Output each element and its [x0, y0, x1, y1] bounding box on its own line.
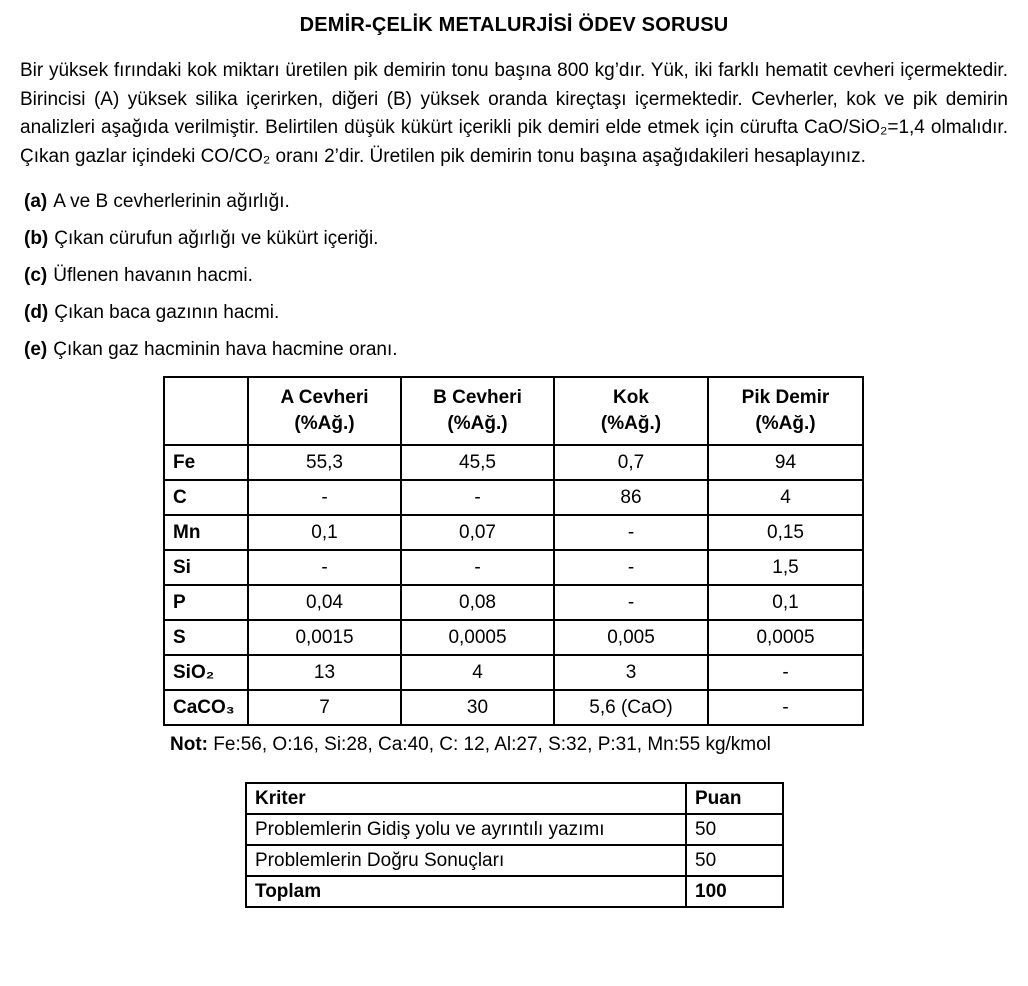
cell-value: 0,1: [708, 585, 863, 620]
column-header-b-cevheri: B Cevheri (%Ağ.): [401, 377, 554, 445]
question-label: (d): [24, 302, 49, 323]
row-label: Fe: [164, 445, 248, 480]
cell-value: -: [708, 690, 863, 725]
cell-value: -: [401, 480, 554, 515]
table-row-p: [164, 585, 863, 620]
question-label: (c): [24, 265, 48, 286]
cell-value: 45,5: [401, 445, 554, 480]
question-item-d: [24, 302, 1008, 324]
cell-value: 7: [248, 690, 401, 725]
cell-value: 30: [401, 690, 554, 725]
row-label: SiO₂: [164, 655, 248, 690]
cell-value: 0,08: [401, 585, 554, 620]
grading-criterion: Problemlerin Doğru Sonuçları: [246, 845, 686, 876]
cell-value: 0,005: [554, 620, 708, 655]
grading-table: [245, 782, 784, 908]
question-item-a: [24, 191, 1008, 213]
cell-value: -: [554, 585, 708, 620]
cell-value: -: [708, 655, 863, 690]
cell-value: 0,04: [248, 585, 401, 620]
cell-value: 86: [554, 480, 708, 515]
question-label: (b): [24, 228, 49, 249]
cell-value: 13: [248, 655, 401, 690]
grading-criterion: Problemlerin Gidiş yolu ve ayrıntılı yazımı: [246, 814, 686, 845]
question-text: Çıkan baca gazının hacmi.: [54, 302, 280, 323]
grading-points: 100: [686, 876, 783, 907]
question-text: Çıkan cürufun ağırlığı ve kükürt içeriği.: [54, 228, 379, 249]
column-header-kok: Kok (%Ağ.): [554, 377, 708, 445]
column-header-pik-demir: Pik Demir (%Ağ.): [708, 377, 863, 445]
table-row-s: [164, 620, 863, 655]
table-row-si: [164, 550, 863, 585]
note-text: Fe:56, O:16, Si:28, Ca:40, C: 12, Al:27, S:32, P:31, Mn:55 kg/kmol: [213, 734, 771, 755]
cell-value: 0,7: [554, 445, 708, 480]
analysis-table: [163, 376, 864, 726]
grading-header-puan: Puan: [686, 783, 783, 814]
table-row-sio2: [164, 655, 863, 690]
question-text: Üflenen havanın hacmi.: [53, 265, 253, 286]
question-text: A ve B cevherlerinin ağırlığı.: [53, 191, 290, 212]
cell-value: 1,5: [708, 550, 863, 585]
analysis-header-row: [164, 377, 863, 445]
cell-value: -: [554, 515, 708, 550]
grading-header-kriter: Kriter: [246, 783, 686, 814]
question-label: (e): [24, 339, 48, 360]
note-label: Not:: [170, 734, 208, 755]
cell-value: 4: [401, 655, 554, 690]
row-label: Mn: [164, 515, 248, 550]
grading-criterion: Toplam: [246, 876, 686, 907]
grading-row-1: [246, 814, 783, 845]
row-label: Si: [164, 550, 248, 585]
grading-row-total: [246, 876, 783, 907]
cell-value: 0,0005: [708, 620, 863, 655]
table-row-caco3: [164, 690, 863, 725]
cell-value: -: [248, 480, 401, 515]
cell-value: 4: [708, 480, 863, 515]
cell-value: 55,3: [248, 445, 401, 480]
cell-value: -: [248, 550, 401, 585]
grading-header-row: [246, 783, 783, 814]
cell-value: 0,0005: [401, 620, 554, 655]
cell-value: 0,15: [708, 515, 863, 550]
cell-value: -: [401, 550, 554, 585]
question-item-c: [24, 265, 1008, 287]
grading-row-2: [246, 845, 783, 876]
cell-value: 3: [554, 655, 708, 690]
table-row-c: [164, 480, 863, 515]
row-label: C: [164, 480, 248, 515]
cell-value: 5,6 (CaO): [554, 690, 708, 725]
table-row-mn: [164, 515, 863, 550]
page-title: DEMİR-ÇELİK METALURJİSİ ÖDEV SORUSU: [299, 14, 729, 36]
grading-points: 50: [686, 845, 783, 876]
question-item-b: [24, 228, 1008, 250]
column-header-a-cevheri: A Cevheri (%Ağ.): [248, 377, 401, 445]
cell-value: 0,07: [401, 515, 554, 550]
cell-value: -: [554, 550, 708, 585]
cell-value: 0,1: [248, 515, 401, 550]
question-item-e: [24, 339, 1008, 361]
table-row-fe: [164, 445, 863, 480]
molar-mass-note: [170, 734, 1008, 756]
problem-statement: Bir yüksek fırındaki kok miktarı üretilen pik demirin tonu başına 800 kg’dır. Yük, iki farklı hematit cevheri içermektedir. Birincisi (A) yüksek silika içerirken, diğeri (B) yüksek oranda kireçtaşı içermektedir. Cevherler, kok ve pik demirin analizleri aşağıda verilmiştir. Belirtilen düşük kükürt içerikli pik demiri elde etmek için cürufta CaO/SiO₂=1,4 olmalıdır. Çıkan gazlar içindeki CO/CO₂ oranı 2’dir. Üretilen pik demirin tonu başına aşağıdakileri hesaplayınız.: [20, 60, 1008, 167]
question-text: Çıkan gaz hacminin hava hacmine oranı.: [53, 339, 398, 360]
row-label: S: [164, 620, 248, 655]
grading-points: 50: [686, 814, 783, 845]
row-label: P: [164, 585, 248, 620]
cell-value: 0,0015: [248, 620, 401, 655]
row-label: CaCO₃: [164, 690, 248, 725]
cell-value: 94: [708, 445, 863, 480]
question-list: [24, 191, 1008, 361]
question-label: (a): [24, 191, 48, 212]
empty-corner-cell: [164, 377, 248, 445]
